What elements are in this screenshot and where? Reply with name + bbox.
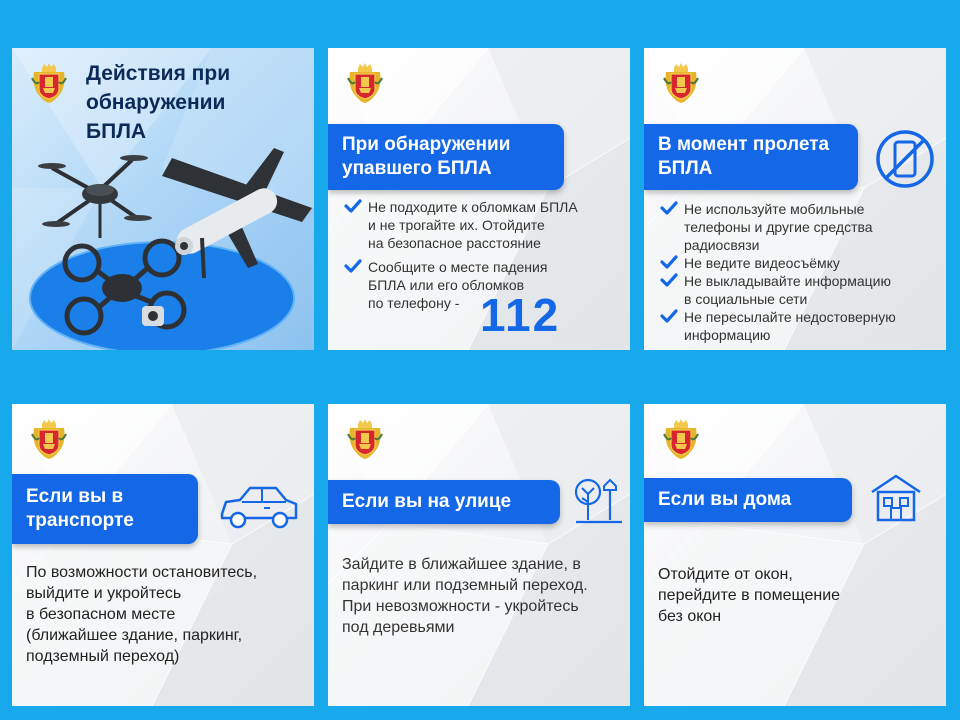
text-line: Зайдите в ближайшее здание, в	[342, 556, 581, 573]
tree-lamp-icon	[570, 474, 626, 528]
item-line: Не используйте мобильные	[684, 201, 865, 217]
coat-of-arms-icon	[346, 418, 384, 460]
checkmark-icon	[344, 199, 362, 213]
card-title-line: БПЛА	[86, 120, 147, 143]
card-fallen-drone	[328, 48, 630, 350]
card-title-line: обнаружении	[86, 91, 226, 114]
heading-line: Если вы дома	[658, 489, 792, 510]
text-line: При невозможности - укройтесь	[342, 598, 579, 615]
section-heading	[644, 124, 858, 190]
section-heading	[328, 124, 564, 190]
list-item	[660, 272, 942, 308]
card-title-line: Действия при	[86, 62, 231, 85]
text-line: под деревьями	[342, 619, 455, 636]
checkmark-icon	[660, 255, 678, 269]
card-intro	[12, 48, 314, 350]
heading-line: транспорте	[26, 510, 134, 531]
drones-illustration	[12, 138, 314, 350]
heading-line: Если вы на улице	[342, 491, 512, 512]
car-icon	[216, 480, 302, 536]
coat-of-arms-icon	[662, 62, 700, 104]
item-line: в социальные сети	[684, 291, 808, 307]
checkmark-icon	[660, 201, 678, 215]
text-line: подземный переход)	[26, 648, 180, 665]
section-heading	[328, 480, 560, 524]
item-line: телефоны и другие средства	[684, 219, 873, 235]
list-item	[660, 200, 942, 254]
heading-line: В момент пролета	[658, 134, 830, 155]
card-transport	[12, 404, 314, 706]
text-line: выйдите и укройтесь	[26, 585, 182, 602]
item-line: Не подходите к обломкам БПЛА	[368, 199, 578, 215]
card-home	[644, 404, 946, 706]
advice-text	[342, 554, 626, 638]
checkmark-icon	[344, 259, 362, 273]
heading-line: Если вы в	[26, 486, 124, 507]
item-line: информацию	[684, 327, 771, 343]
item-line: на безопасное расстояние	[368, 235, 541, 251]
item-line: и не трогайте их. Отойдите	[368, 217, 545, 233]
card-flyover	[644, 48, 946, 350]
list-item	[660, 254, 942, 272]
coat-of-arms-icon	[30, 418, 68, 460]
item-line: Не пересылайте недостоверную	[684, 309, 896, 325]
text-line: в безопасном месте	[26, 606, 176, 623]
section-heading	[12, 474, 198, 544]
coat-of-arms-icon	[662, 418, 700, 460]
item-line: Не выкладывайте информацию	[684, 273, 891, 289]
list-item	[660, 308, 942, 344]
advice-text	[658, 564, 942, 627]
heading-line: упавшего БПЛА	[342, 158, 492, 179]
text-line: перейдите в помещение	[658, 587, 841, 604]
advice-text	[26, 562, 310, 667]
item-line: Сообщите о месте падения	[368, 259, 548, 275]
heading-line: БПЛА	[658, 158, 713, 179]
instruction-list	[660, 200, 942, 344]
coat-of-arms-icon	[30, 62, 68, 104]
card-title	[86, 59, 230, 146]
checkmark-icon	[660, 273, 678, 287]
list-item	[344, 198, 624, 252]
checkmark-icon	[660, 309, 678, 323]
house-icon	[868, 472, 924, 524]
item-line: БПЛА или его обломков	[368, 277, 525, 293]
text-line: (ближайшее здание, паркинг,	[26, 627, 243, 644]
card-street	[328, 404, 630, 706]
text-line: без окон	[658, 608, 722, 625]
text-line: Отойдите от окон,	[658, 566, 793, 583]
item-line: Не ведите видеосъёмку	[684, 255, 840, 271]
item-line: радиосвязи	[684, 237, 760, 253]
phone-number: 112	[480, 289, 561, 341]
item-line: по телефону -	[368, 295, 460, 311]
text-line: паркинг или подземный переход.	[342, 577, 588, 594]
heading-line: При обнаружении	[342, 134, 511, 155]
no-phone-icon	[874, 128, 936, 190]
coat-of-arms-icon	[346, 62, 384, 104]
section-heading	[644, 478, 852, 522]
text-line: По возможности остановитесь,	[26, 564, 258, 581]
